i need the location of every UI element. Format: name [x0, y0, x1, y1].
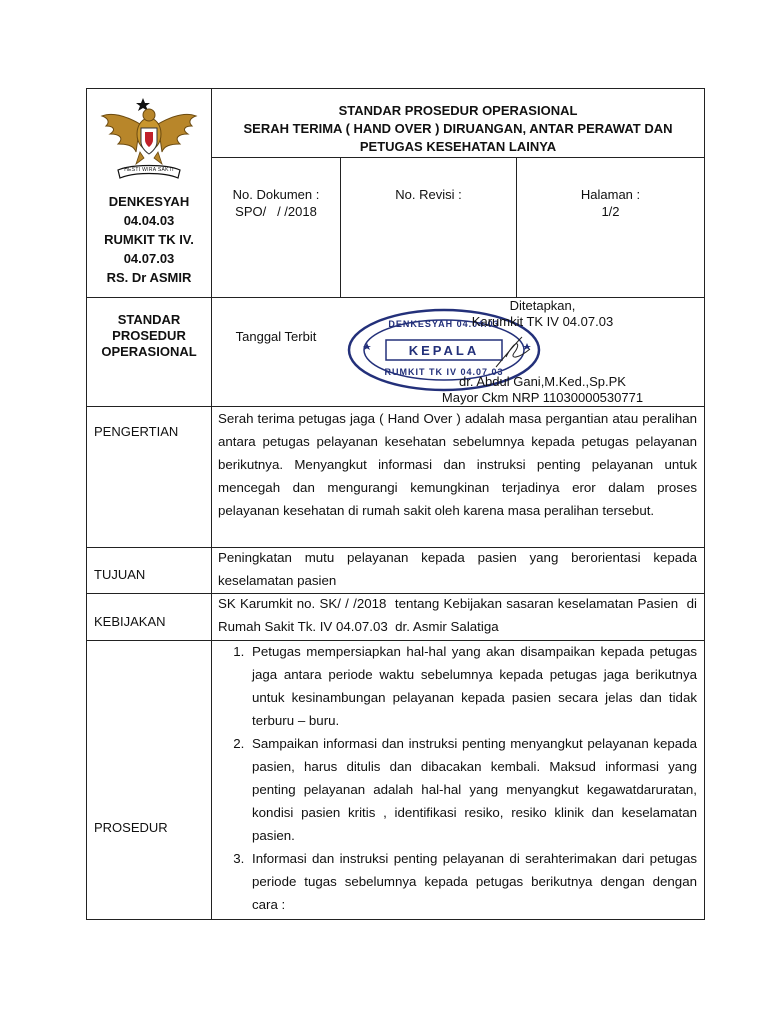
table-border-right	[704, 88, 705, 920]
prosedur-item: 2. Sampaikan informasi dan instruksi penting menyangkut pelayanan kepada pasien, harus ditulis dan dibacakan kembali. Maksud informasi yang penting pelayanan adalah hal-hal yang menyangkut kegawatdaruratan, kondisi pasien kritis , identifikasi resiko, resiko klinik dan keselamatan pasien.	[248, 732, 697, 847]
no-revisi-cell	[341, 186, 516, 203]
institution-line: RUMKIT TK IV.	[104, 232, 194, 247]
spo-label	[87, 312, 211, 360]
signatory-rank: Mayor Ckm NRP 11030000530771	[441, 390, 644, 405]
stamp-top-text: DENKESYAH 04.04.03	[388, 319, 500, 329]
signatory-block	[420, 374, 665, 406]
halaman-value: 1/2	[601, 204, 620, 219]
ditetapkan-line: Ditetapkan,	[509, 298, 576, 313]
institution-logo	[96, 94, 202, 186]
institution-line: DENKESYAH	[108, 194, 190, 209]
ditetapkan-block	[420, 298, 665, 330]
institution-line: 04.07.03	[123, 251, 175, 266]
prosedur-list-container	[212, 640, 697, 916]
no-dokumen-value: SPO/ / /2018	[235, 204, 317, 219]
no-dokumen-cell	[212, 186, 340, 220]
no-dokumen-label: No. Dokumen :	[232, 187, 320, 202]
table-divider	[516, 157, 517, 297]
no-revisi-label: No. Revisi :	[395, 187, 462, 202]
stamp-center-text: KEPALA	[408, 343, 480, 358]
prosedur-label: PROSEDUR	[94, 820, 168, 835]
tujuan-text: Peningkatan mutu pelayanan kepada pasien yang berorientasi kepada keselamatan pasien	[218, 550, 697, 588]
kebijakan-label: KEBIJAKAN	[94, 614, 166, 629]
spo-label-line: OPERASIONAL	[101, 344, 197, 359]
institution-name	[87, 192, 211, 287]
table-border-top	[86, 88, 705, 89]
table-border-bottom	[86, 919, 705, 920]
prosedur-item: 1. Petugas mempersiapkan hal-hal yang akan disampaikan kepada petugas jaga antara periode waktu sebelumnya kepada petugas jaga berikutnya untuk kesinambungan pelayanan kepada pasien secara jelas dan tidak terburu – buru.	[248, 640, 697, 732]
tanggal-terbit-label: Tanggal Terbit	[235, 329, 317, 344]
halaman-label: Halaman :	[580, 187, 641, 202]
title-line: PETUGAS KESEHATAN LAINYA	[359, 139, 557, 154]
title-line: SERAH TERIMA ( HAND OVER ) DIRUANGAN, ANTAR PERAWAT DAN	[243, 121, 673, 136]
stamp-bottom-text: RUMKIT TK IV 04.07.03	[384, 367, 504, 377]
prosedur-list	[212, 640, 697, 916]
spo-label-line: PROSEDUR	[112, 328, 186, 343]
tujuan-label: TUJUAN	[94, 567, 146, 582]
spo-label-line: STANDAR	[117, 312, 181, 327]
table-divider	[340, 157, 341, 297]
signatory-name: dr. Abdul Gani,M.Ked.,Sp.PK	[459, 374, 626, 389]
pengertian-label: PENGERTIAN	[94, 424, 179, 439]
institution-line: RS. Dr ASMIR	[106, 270, 192, 285]
title-line: STANDAR PROSEDUR OPERASIONAL	[338, 103, 578, 118]
document-title	[212, 102, 704, 156]
institution-line: 04.04.03	[123, 213, 175, 228]
ditetapkan-line: Karumkit TK IV 04.07.03	[471, 314, 614, 329]
logo-ribbon-text: HESTI WIRA SAKTI	[124, 167, 174, 173]
prosedur-item: 3. Informasi dan instruksi penting pelayanan di serahterimakan dari petugas periode tugas sebelumnya kepada petugas berikutnya dengan dengan cara :	[248, 847, 697, 916]
halaman-cell	[517, 186, 704, 220]
table-divider	[211, 157, 705, 158]
kebijakan-text: SK Karumkit no. SK/ / /2018 tentang Kebijakan sasaran keselamatan Pasien di Rumah Sakit Tk. IV 04.07.03 dr. Asmir Salatiga	[218, 596, 701, 634]
pengertian-text: Serah terima petugas jaga ( Hand Over ) adalah masa pergantian atau peralihan antara petugas pelayanan kesehatan sebelumnya kepada petugas pelayanan berikutnya. Menyangkut informasi dan instruksi penting pelayanan untuk mencegah dan mengurangi kemungkinan terjadinya eror dalam proses pelayanan kesehatan di rumah sakit oleh karena masa peralihan tersebut.	[218, 411, 697, 518]
